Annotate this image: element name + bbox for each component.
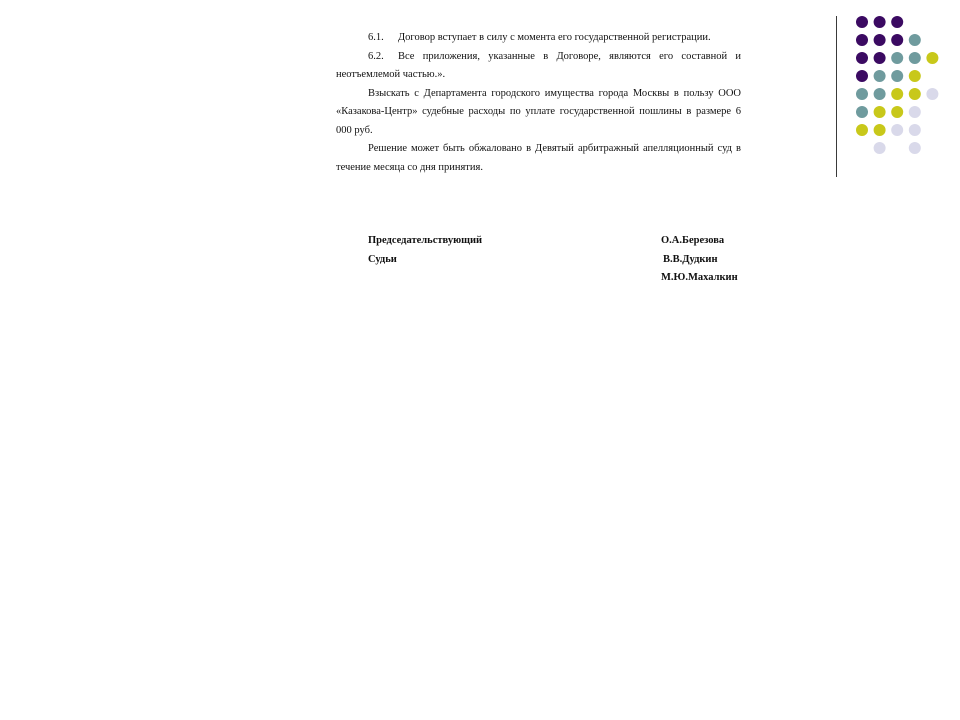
decorative-dot [909,106,921,118]
decorative-dot [891,88,903,100]
signature-row-presiding [336,232,741,251]
signature-block [336,232,741,288]
presiding-label: Председательствующий [368,235,483,246]
decorative-dot [909,124,921,136]
decorative-dot [874,88,886,100]
decorative-dot [909,142,921,154]
decorative-dot [874,142,886,154]
decorative-dot [856,124,868,136]
decorative-dot [856,106,868,118]
decorative-dot [909,88,921,100]
decorative-dot [856,70,868,82]
decorative-dot [891,52,903,64]
decorative-dot [926,88,938,100]
decorative-dot [856,52,868,64]
decorative-dot [891,70,903,82]
decorative-dot [874,124,886,136]
decorative-dot [874,106,886,118]
clause-number: 6.1. [368,32,384,43]
decorative-dot [891,16,903,28]
appeal-paragraph: Решение может быть обжаловано в Девятый арбитражный апелляционный суд в течение месяца со дня принятия. [336,143,741,173]
decorative-dot [891,124,903,136]
judges-label: Судьи [368,253,397,265]
clause-number: 6.2. [368,50,384,62]
presiding-judge-name: О.А.Березова [661,235,725,246]
judge-name: В.В.Дудкин [663,253,718,265]
decorative-dot [926,52,938,64]
ruling-costs-paragraph: Взыскать с Департамента городского имущества города Москвы в пользу ООО «Казакова-Центр» судебные расходы по уплате государственной пошлины в размере 6 000 руб. [336,87,741,136]
clause-text: Договор вступает в силу с момента его государственной регистрации. [398,32,711,43]
decorative-dot [856,16,868,28]
signature-row-judges [336,251,741,270]
decorative-dot [909,34,921,46]
signature-row-judge-2 [336,269,741,288]
document-body [336,29,741,177]
decorative-dot [891,34,903,46]
clause-6-2 [336,48,741,85]
clause-text: Все приложения, указанные в Договоре, являются его составной и неотъемлемой частью.». [336,50,741,80]
decorative-dot [874,52,886,64]
decorative-dot [856,34,868,46]
decorative-dot [874,34,886,46]
decorative-divider-line [836,16,837,177]
decorative-dot [874,16,886,28]
decorative-dot [874,70,886,82]
decorative-dot [909,70,921,82]
decorative-dot [891,106,903,118]
judge-name: М.Ю.Махалкин [661,272,738,283]
decorative-dot [909,52,921,64]
clause-6-1 [336,29,741,48]
decorative-dot [856,88,868,100]
